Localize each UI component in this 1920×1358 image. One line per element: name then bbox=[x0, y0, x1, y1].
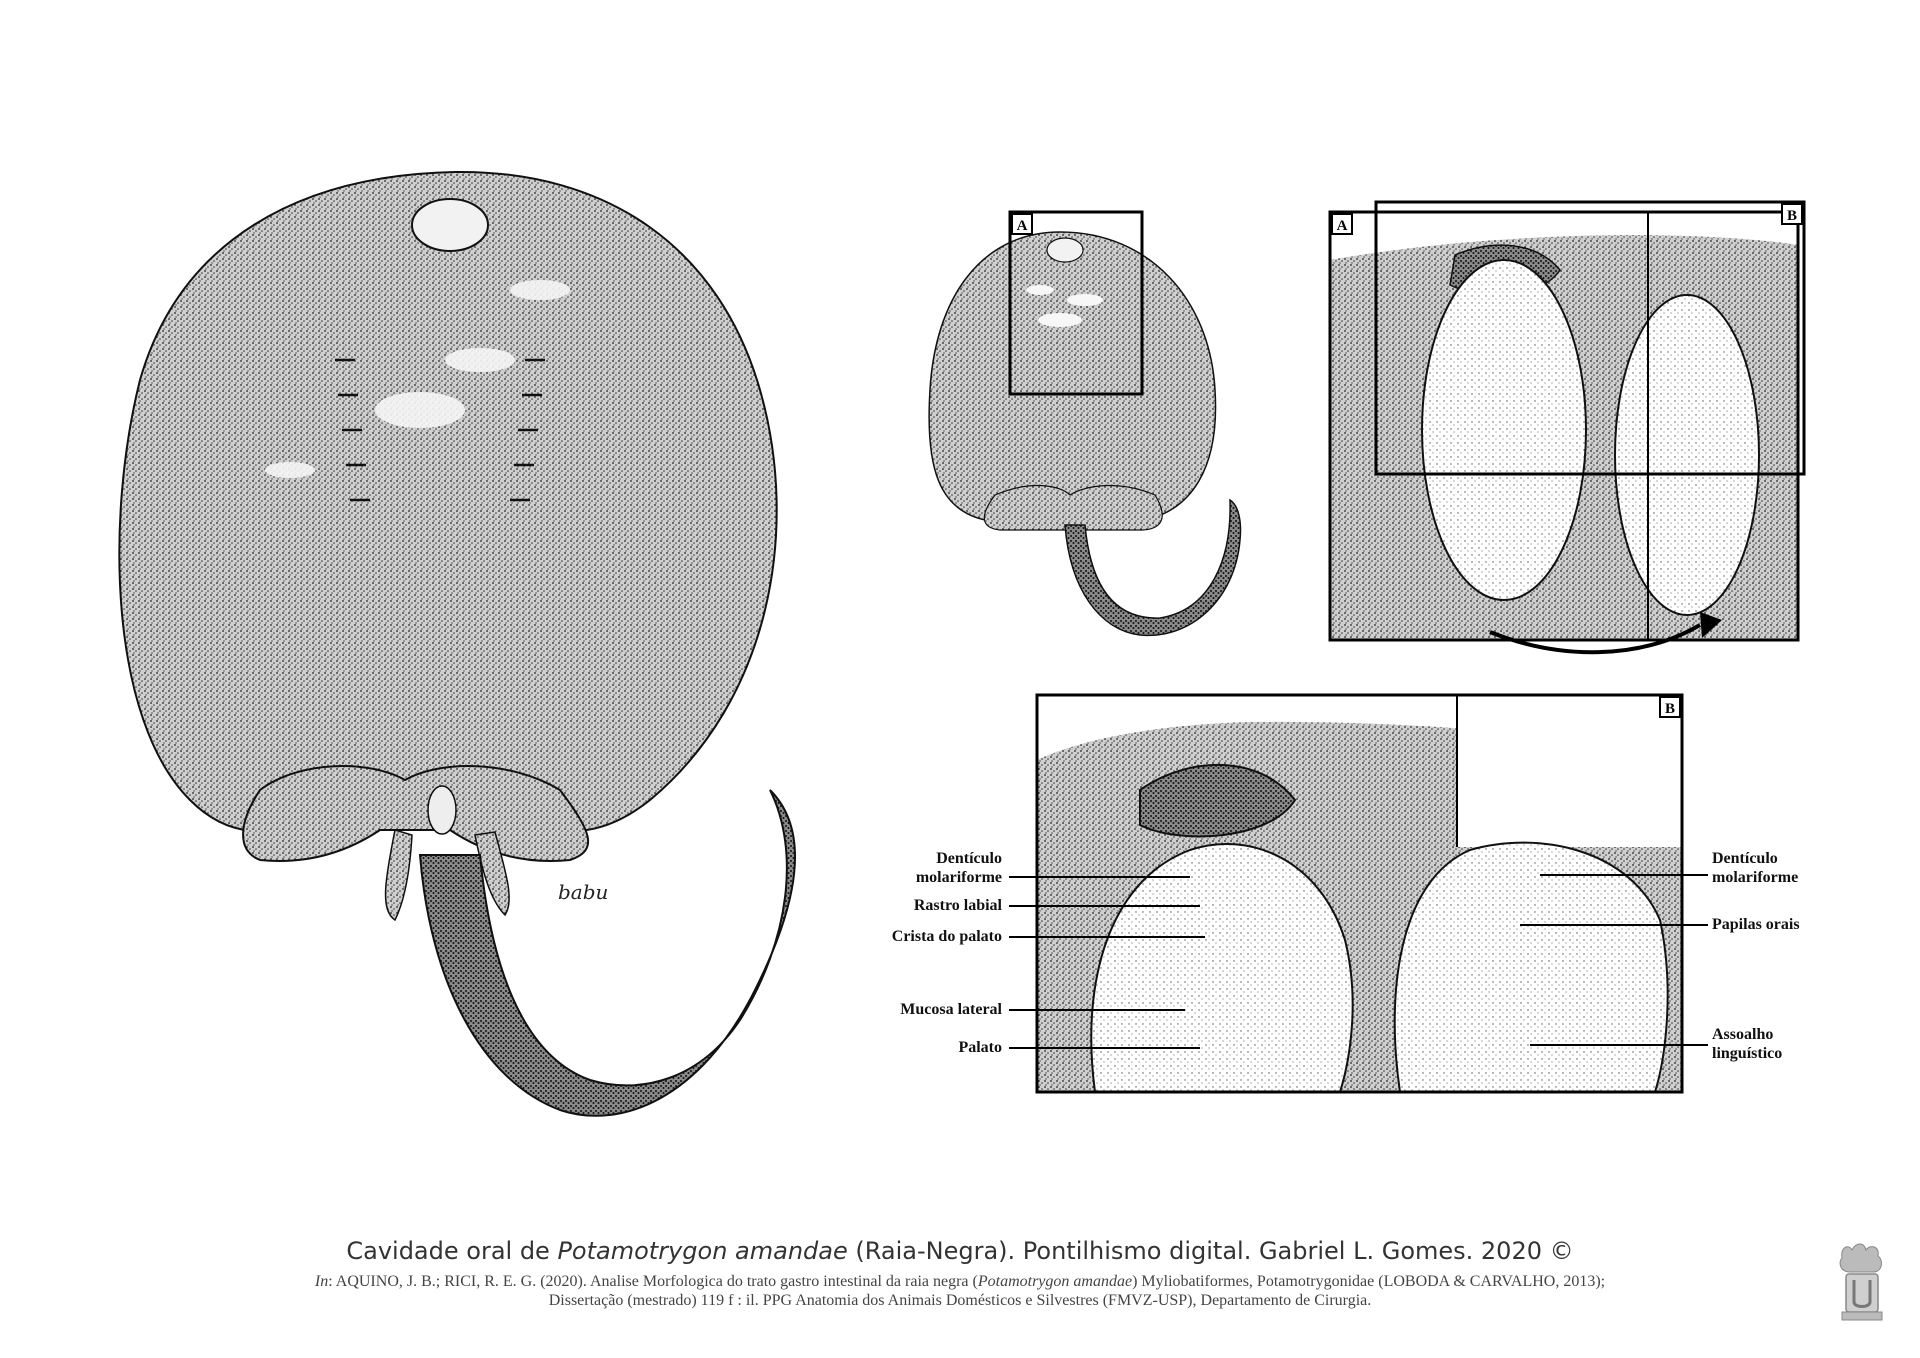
label-assoalho-linguistico: Assoalho linguístico bbox=[1712, 1026, 1783, 1062]
label-denticulo-molariforme-right: Dentículo molariforme bbox=[1712, 850, 1799, 886]
label-palato: Palato bbox=[958, 1039, 1002, 1056]
figure-caption-reference: In: AQUINO, J. B.; RICI, R. E. G. (2020). Analise Morfologica do trato gastro intestinal da raia negra (Potamotrygon amandae) Myliobatiformes, Potamotrygonidae (LOBODA & CARVALHO, 2013); Dissertação (mestrado) 119 f : il. PPG Anatomia dos Animais Domésticos e Silvestres (FMVZ-USP), Departamento de Cirurgia. bbox=[314, 1273, 1606, 1309]
label-mucosa-lateral: Mucosa lateral bbox=[900, 1001, 1002, 1018]
top-panel-box-a-letter: A bbox=[1331, 213, 1353, 235]
top-panel-oral-cavity-roof bbox=[1422, 260, 1586, 600]
small-ray-mouth bbox=[1047, 238, 1083, 262]
large-ray-cloaca bbox=[428, 786, 456, 834]
label-crista-do-palato: Crista do palato bbox=[891, 928, 1002, 945]
detail-panel-bottom bbox=[1037, 695, 1682, 1092]
label-papilas-orais: Papilas orais bbox=[1712, 916, 1800, 933]
top-panel-oral-cavity-floor bbox=[1615, 295, 1759, 615]
small-stingray-figure bbox=[929, 232, 1240, 635]
top-panel-box-b-letter: B bbox=[1781, 203, 1803, 225]
bottom-panel-box-b-letter: B bbox=[1659, 696, 1681, 718]
small-ray-disc bbox=[929, 232, 1215, 520]
large-stingray-figure bbox=[119, 172, 795, 1116]
figure-caption-title: Cavidade oral de Potamotrygon amandae (Raia-Negra). Pontilhismo digital. Gabriel L. Gomes. 2020 © bbox=[346, 1237, 1574, 1265]
large-ray-pelvic-fins bbox=[243, 766, 588, 861]
detail-panel-top bbox=[1330, 202, 1804, 652]
small-ray-box-a-letter: A bbox=[1011, 213, 1033, 235]
large-ray-disc bbox=[119, 172, 776, 831]
artist-signature: babu bbox=[558, 880, 609, 904]
label-rastro-labial: Rastro labial bbox=[913, 897, 1002, 914]
institution-logo-icon bbox=[1832, 1238, 1892, 1328]
large-ray-mouth bbox=[412, 199, 488, 251]
bottom-panel-floor bbox=[1395, 843, 1668, 1092]
label-denticulo-molariforme-left: Dentículo molariforme bbox=[915, 850, 1002, 886]
